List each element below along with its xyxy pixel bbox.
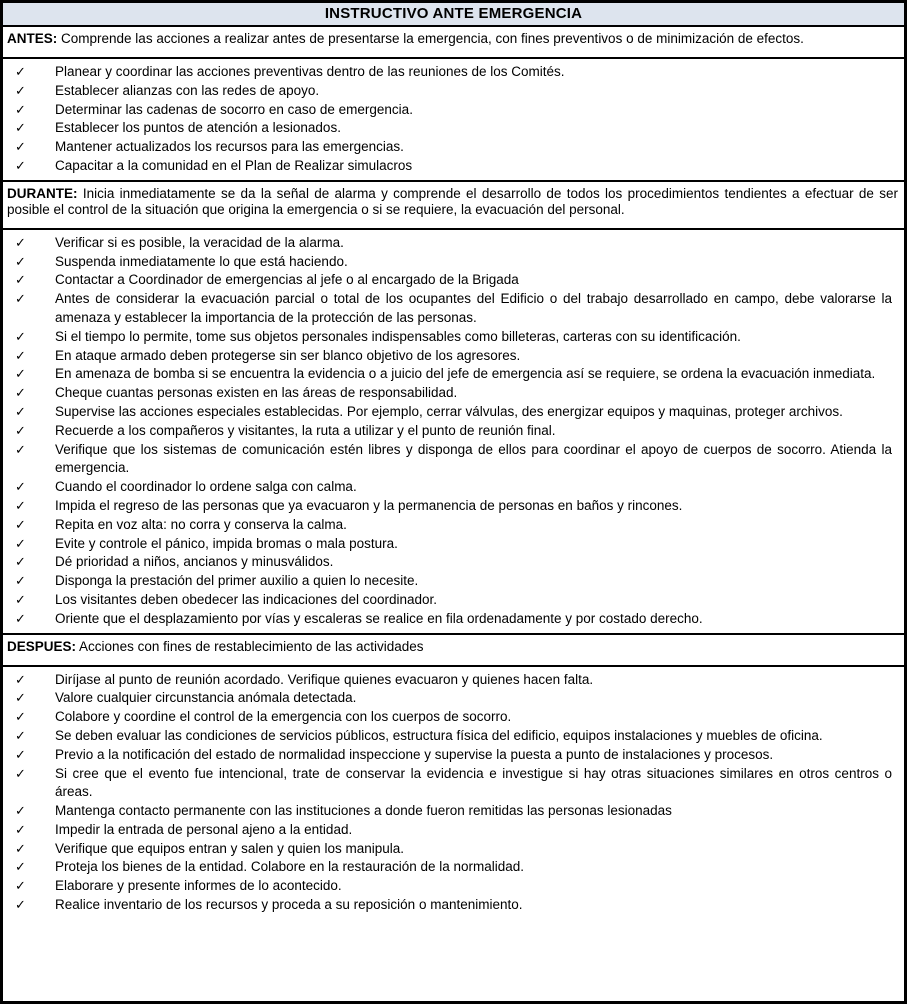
checklist-item: [3, 671, 904, 690]
check-icon: ✓: [15, 328, 26, 344]
checklist-item-text: Supervise las acciones especiales establecidas. Por ejemplo, cerrar válvulas, des energizar equipos y maquinas, proteger archivos.: [55, 403, 843, 419]
check-icon: ✓: [15, 139, 26, 155]
check-icon: ✓: [15, 479, 26, 495]
checklist-item-text: Suspenda inmediatamente lo que está haciendo.: [55, 253, 348, 269]
section-antes-text: Comprende las acciones a realizar antes de presentarse la emergencia, con fines preventivos o de minimización de efectos.: [61, 31, 804, 46]
checklist-item: [3, 610, 904, 629]
check-icon: ✓: [15, 765, 26, 781]
section-antes-intro: [3, 25, 904, 57]
checklist-item: [3, 877, 904, 896]
checklist-item: [3, 765, 904, 803]
check-icon: ✓: [15, 709, 26, 725]
check-icon: ✓: [15, 746, 26, 762]
checklist-item: [3, 689, 904, 708]
checklist-item-text: Oriente que el desplazamiento por vías y escaleras se realice en fila ordenadamente y por costado derecho.: [55, 610, 703, 626]
check-icon: ✓: [15, 821, 26, 837]
checklist-item: [3, 802, 904, 821]
checklist-item-text: Colabore y coordine el control de la emergencia con los cuerpos de socorro.: [55, 709, 512, 725]
check-icon: ✓: [15, 385, 26, 401]
checklist-item-text: Impedir la entrada de personal ajeno a la entidad.: [55, 821, 353, 837]
checklist-item-text: Se deben evaluar las condiciones de servicios públicos, estructura física del edificio, equipos instalaciones y muebles de oficina.: [55, 727, 823, 743]
check-icon: ✓: [15, 403, 26, 419]
checklist-item-text: Si el tiempo lo permite, tome sus objetos personales indispensables como billeteras, carteras con su identificación.: [55, 328, 741, 344]
check-icon: ✓: [15, 840, 26, 856]
checklist-item: [3, 591, 904, 610]
checklist-item: [3, 572, 904, 591]
section-durante-text: Inicia inmediatamente se da la señal de alarma y comprende el desarrollo de todos los procedimientos tendientes a efectuar de ser posible el control de la situación que origina la emergencia o si se requiere, la evacuación del personal.: [7, 185, 898, 217]
section-durante-intro: [3, 180, 904, 228]
checklist-item-text: Contactar a Coordinador de emergencias al jefe o al encargado de la Brigada: [55, 272, 519, 288]
checklist-item: [3, 253, 904, 272]
checklist-item: [3, 553, 904, 572]
checklist-item: [3, 403, 904, 422]
checklist-item: [3, 328, 904, 347]
check-icon: ✓: [15, 120, 26, 136]
checklist-item: [3, 82, 904, 101]
checklist-item: [3, 384, 904, 403]
checklist-item-text: Cuando el coordinador lo ordene salga con calma.: [55, 479, 357, 495]
check-icon: ✓: [15, 347, 26, 363]
checklist-item-text: Repita en voz alta: no corra y conserva la calma.: [55, 516, 347, 532]
check-icon: ✓: [15, 573, 26, 589]
checklist-item-text: Si cree que el evento fue intencional, trate de conservar la evidencia e investigue si hay otras situaciones similares en otros centros o áreas.: [55, 765, 892, 800]
checklist-item: [3, 365, 904, 384]
checklist-item: [3, 821, 904, 840]
durante-checklist: [3, 228, 904, 633]
checklist-item-text: Los visitantes deben obedecer las indicaciones del coordinador.: [55, 591, 438, 607]
section-durante-label: DURANTE:: [7, 185, 78, 201]
checklist-item: [3, 101, 904, 120]
checklist-item: [3, 63, 904, 82]
check-icon: ✓: [15, 234, 26, 250]
checklist-item-text: Verifique que equipos entran y salen y quien los manipula.: [55, 840, 404, 856]
check-icon: ✓: [15, 157, 26, 173]
checklist-item: [3, 497, 904, 516]
checklist-item: [3, 347, 904, 366]
checklist-item: [3, 516, 904, 535]
check-icon: ✓: [15, 803, 26, 819]
checklist-item-text: Verificar si es posible, la veracidad de la alarma.: [55, 234, 344, 250]
check-icon: ✓: [15, 272, 26, 288]
checklist-item: [3, 441, 904, 479]
checklist-item-text: Mantener actualizados los recursos para las emergencias.: [55, 139, 404, 155]
check-icon: ✓: [15, 591, 26, 607]
check-icon: ✓: [15, 535, 26, 551]
checklist-item-text: En ataque armado deben protegerse sin ser blanco objetivo de los agresores.: [55, 347, 521, 363]
checklist-item-text: Cheque cuantas personas existen en las áreas de responsabilidad.: [55, 385, 458, 401]
checklist-item: [3, 727, 904, 746]
checklist-item: [3, 478, 904, 497]
antes-checklist: [3, 57, 904, 180]
check-icon: ✓: [15, 610, 26, 626]
checklist-item-text: Previo a la notificación del estado de normalidad inspeccione y supervise la puesta a punto de instalaciones y procesos.: [55, 746, 774, 762]
check-icon: ✓: [15, 671, 26, 687]
section-despues-text: Acciones con fines de restablecimiento de las actividades: [79, 638, 424, 654]
checklist-item-text: Diríjase al punto de reunión acordado. Verifique quienes evacuaron y quienes hacen falta.: [55, 671, 594, 687]
check-icon: ✓: [15, 101, 26, 117]
checklist-item-text: Verifique que los sistemas de comunicación estén libres y disponga de ellos para coordinar el apoyo de cuerpos de socorro. Atienda la emergencia.: [55, 441, 892, 476]
check-icon: ✓: [15, 253, 26, 269]
checklist-item: [3, 708, 904, 727]
checklist-item: [3, 119, 904, 138]
section-despues-intro: [3, 633, 904, 665]
checklist-item: [3, 840, 904, 859]
check-icon: ✓: [15, 859, 26, 875]
checklist-item: [3, 746, 904, 765]
section-antes-label: ANTES:: [7, 31, 58, 46]
checklist-item: [3, 138, 904, 157]
checklist-item-text: Establecer los puntos de atención a lesionados.: [55, 120, 341, 136]
check-icon: ✓: [15, 422, 26, 438]
checklist-item: [3, 290, 904, 328]
checklist-item: [3, 896, 904, 915]
checklist-item-text: Impida el regreso de las personas que ya evacuaron y la permanencia de personas en baños y rincones.: [55, 497, 683, 513]
table-title: INSTRUCTIVO ANTE EMERGENCIA: [3, 3, 904, 25]
check-icon: ✓: [15, 690, 26, 706]
checklist-item-text: En amenaza de bomba si se encuentra la evidencia o a juicio del jefe de emergencia así se requiere, se ordena la evacuación inmediata.: [55, 366, 876, 382]
check-icon: ✓: [15, 727, 26, 743]
checklist-item-text: Valore cualquier circunstancia anómala detectada.: [55, 690, 357, 706]
checklist-item-text: Disponga la prestación del primer auxilio a quien lo necesite.: [55, 573, 419, 589]
checklist-item-text: Planear y coordinar las acciones preventivas dentro de las reuniones de los Comités.: [55, 64, 565, 79]
checklist-item-text: Antes de considerar la evacuación parcial o total de los ocupantes del Edificio o del trabajo desarrollado en campo, debe valorarse la amenaza y establecer la importancia de la protección de las personas.: [55, 291, 892, 325]
checklist-item-text: Proteja los bienes de la entidad. Colabore en la restauración de la normalidad.: [55, 859, 525, 875]
checklist-item-text: Determinar las cadenas de socorro en caso de emergencia.: [55, 101, 413, 117]
check-icon: ✓: [15, 64, 26, 79]
checklist-item: [3, 157, 904, 176]
check-icon: ✓: [15, 441, 26, 457]
checklist-item-text: Capacitar a la comunidad en el Plan de Realizar simulacros: [55, 157, 413, 173]
checklist-item-text: Elaborare y presente informes de lo acontecido.: [55, 878, 342, 894]
checklist-item-text: Mantenga contacto permanente con las instituciones a donde fueron remitidas las personas lesionadas: [55, 803, 672, 819]
despues-checklist: [3, 665, 904, 919]
check-icon: ✓: [15, 516, 26, 532]
checklist-item: [3, 535, 904, 554]
check-icon: ✓: [15, 554, 26, 570]
checklist-item-text: Establecer alianzas con las redes de apoyo.: [55, 82, 320, 98]
checklist-item: [3, 422, 904, 441]
check-icon: ✓: [15, 897, 26, 913]
check-icon: ✓: [15, 291, 26, 307]
checklist-item-text: Realice inventario de los recursos y proceda a su reposición o mantenimiento.: [55, 897, 523, 913]
checklist-item-text: Evite y controle el pánico, impida bromas o mala postura.: [55, 535, 398, 551]
checklist-item: [3, 858, 904, 877]
checklist-item: [3, 234, 904, 253]
check-icon: ✓: [15, 366, 26, 382]
check-icon: ✓: [15, 82, 26, 98]
section-despues-label: DESPUES:: [7, 638, 77, 654]
check-icon: ✓: [15, 497, 26, 513]
checklist-item-text: Recuerde a los compañeros y visitantes, la ruta a utilizar y el punto de reunión final.: [55, 422, 556, 438]
checklist-item: [3, 271, 904, 290]
check-icon: ✓: [15, 878, 26, 894]
checklist-item-text: Dé prioridad a niños, ancianos y minusválidos.: [55, 554, 334, 570]
